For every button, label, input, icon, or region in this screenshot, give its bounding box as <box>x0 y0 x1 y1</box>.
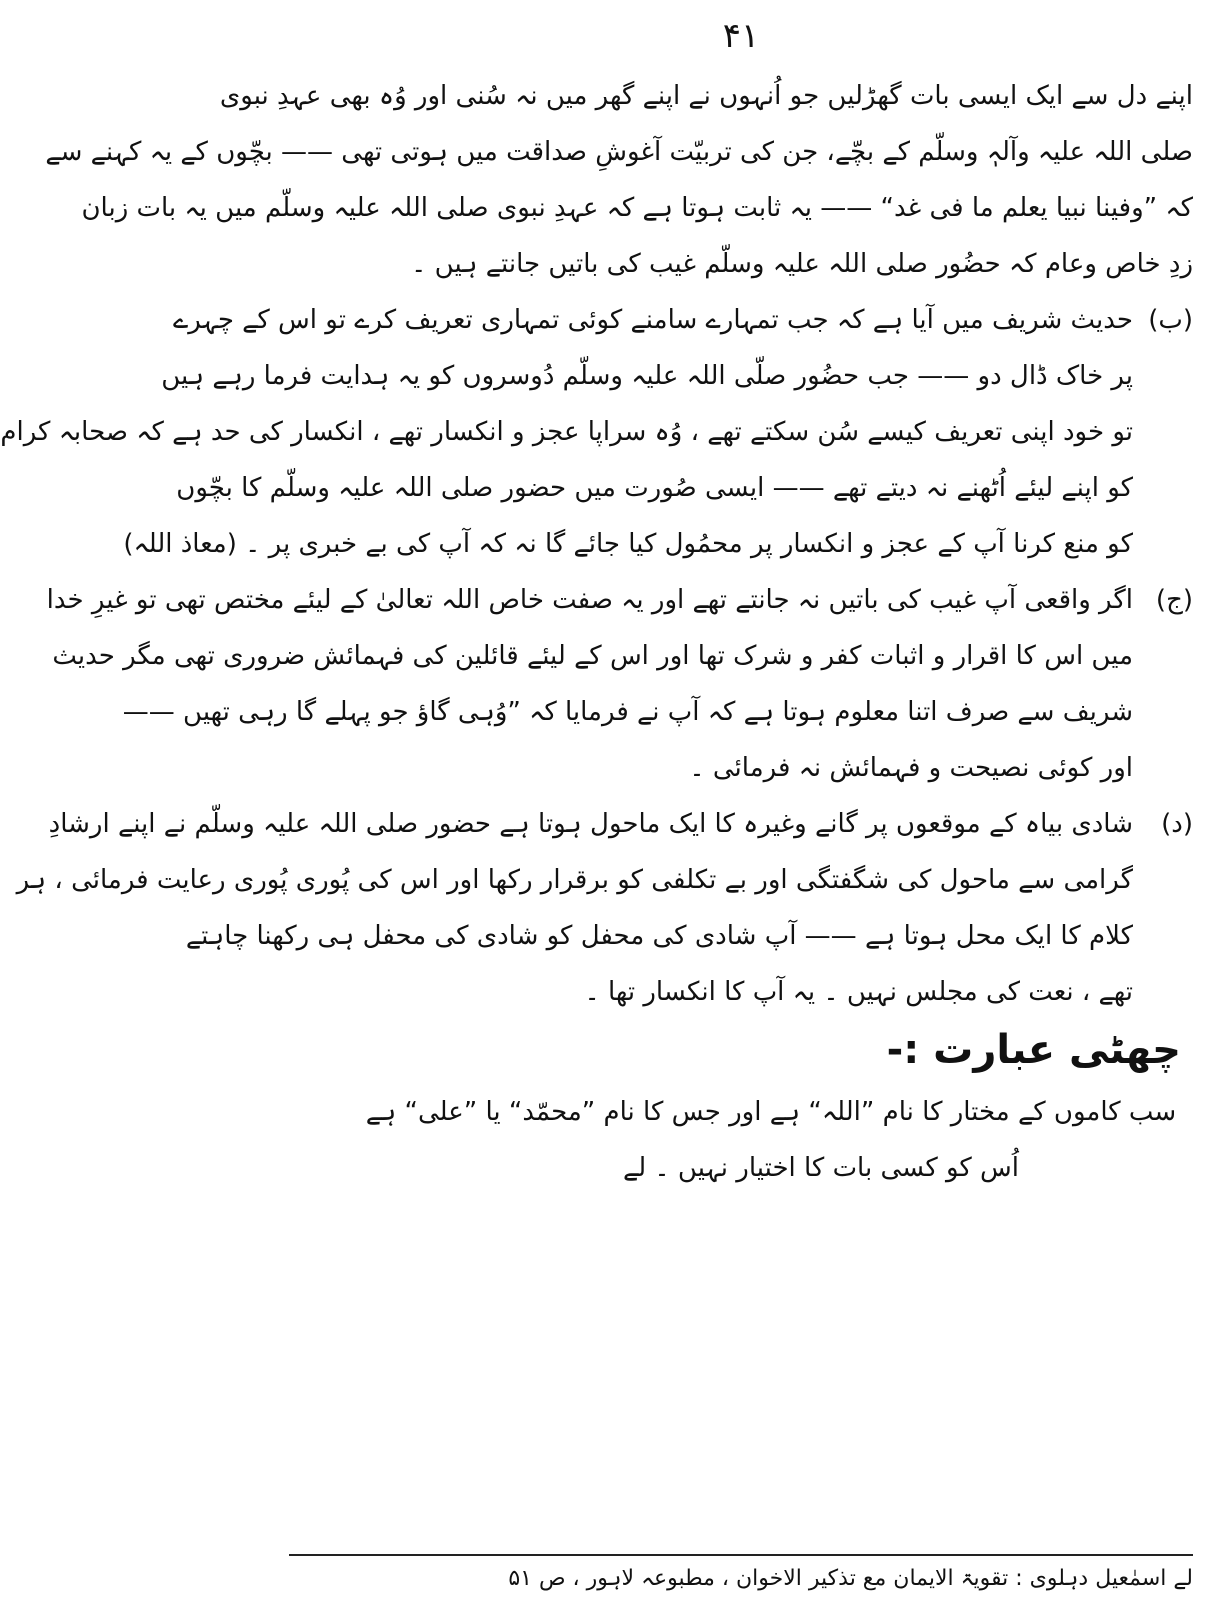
text-line: زدِ خاص وعام کہ حضُور صلی اللہ علیہ وسلّم غیب کی باتیں جانتے ہیں ۔ <box>411 249 1193 279</box>
text-line: کہ ”وفینا نبیا یعلم ما فی غد“ —— یہ ثابت ہوتا ہے کہ عہدِ نبوی صلی اللہ علیہ وسلّم میں یہ بات زبان <box>81 193 1193 223</box>
item-j <box>46 572 1193 796</box>
text-line: کو منع کرنا آپ کے عجز و انکسار پر محمُول کیا جائے گا نہ کہ آپ کی بے خبری پر ۔ (معاذ اللہ) <box>123 529 1133 559</box>
text-line: کو اپنے لیئے اُٹھنے نہ دیتے تھے —— ایسی صُورت میں حضور صلی اللہ علیہ وسلّم کا بچّوں <box>176 473 1133 503</box>
text-line: صلی اللہ علیہ وآلہٖ وسلّم کے بچّے، جن کی تربیّت آغوشِ صداقت میں ہوتی تھی —— بچّوں کے یہ کہنے سے <box>45 137 1193 167</box>
text-line: اپنے دل سے ایک ایسی بات گھڑلیں جو اُنہوں نے اپنے گھر میں نہ سُنی اور وُہ بھی عہدِ نبوی <box>219 81 1193 111</box>
quote-line: سب کاموں کے مختار کا نام ”اللہ“ ہے اور جس کا نام ”محمّد“ یا ”علی“ ہے <box>365 1097 1177 1127</box>
text-line: حدیث شریف میں آیا ہے کہ جب تمہارے سامنے کوئی تمہاری تعریف کرے تو اس کے چہرے <box>173 305 1133 335</box>
item-marker: (ب) <box>1148 305 1193 335</box>
page-number: ۴۱ <box>722 16 760 56</box>
text-line: میں اس کا اقرار و اثبات کفر و شرک تھا اور اس کے لیئے قائلین کی فہمائش ضروری تھی مگر حدیث <box>52 641 1133 671</box>
text-line: گرامی سے ماحول کی شگفتگی اور بے تکلفی کو برقرار رکھا اور اس کی پُوری پُوری رعایت فرمائی ، ہر <box>16 865 1133 895</box>
item-marker: (ج) <box>1155 585 1193 615</box>
section-heading: چھٹی عبارت :- <box>886 1027 1181 1073</box>
text-line: شادی بیاہ کے موقعوں پر گانے وغیرہ کا ایک ماحول ہوتا ہے حضور صلی اللہ علیہ وسلّم نے اپنے ارشادِ <box>48 809 1133 839</box>
text-line: تو خود اپنی تعریف کیسے سُن سکتے تھے ، وُہ سراپا عجز و انکسار تھے ، انکسار کی حد ہے کہ صحابہ کرام <box>0 417 1133 447</box>
item-b <box>0 292 1193 572</box>
item-d <box>16 796 1193 1020</box>
text-line: کلام کا ایک محل ہوتا ہے —— آپ شادی کی محفل کو شادی کی محفل ہی رکھنا چاہتے <box>185 921 1133 951</box>
quoted-passage <box>289 1084 1193 1196</box>
quote-line: اُس کو کسی بات کا اختیار نہیں ۔ لے <box>622 1153 1020 1183</box>
text-line: شریف سے صرف اتنا معلوم ہوتا ہے کہ آپ نے فرمایا کہ ”وُہی گاؤ جو پہلے گا رہی تھیں —— <box>122 697 1133 727</box>
text-line: تھے ، نعت کی مجلس نہیں ۔ یہ آپ کا انکسار تھا ۔ <box>584 977 1133 1007</box>
text-line: اگر واقعی آپ غیب کی باتیں نہ جانتے تھے اور یہ صفت خاص اللہ تعالیٰ کے لیئے مختص تھی تو غیرِ خدا <box>46 585 1133 615</box>
footnote: لے اسمٰعیل دہلوی : تقویۃ الایمان مع تذکیر الاخوان ، مطبوعہ لاہور ، ص ۵۱ <box>508 1566 1193 1591</box>
item-marker: (د) <box>1161 809 1193 839</box>
footnote-divider <box>289 1554 1193 1556</box>
intro-paragraph <box>45 68 1193 292</box>
text-line: پر خاک ڈال دو —— جب حضُور صلّی اللہ علیہ وسلّم دُوسروں کو یہ ہدایت فرما رہے ہیں <box>161 361 1133 391</box>
text-line: اور کوئی نصیحت و فہمائش نہ فرمائی ۔ <box>689 753 1133 783</box>
